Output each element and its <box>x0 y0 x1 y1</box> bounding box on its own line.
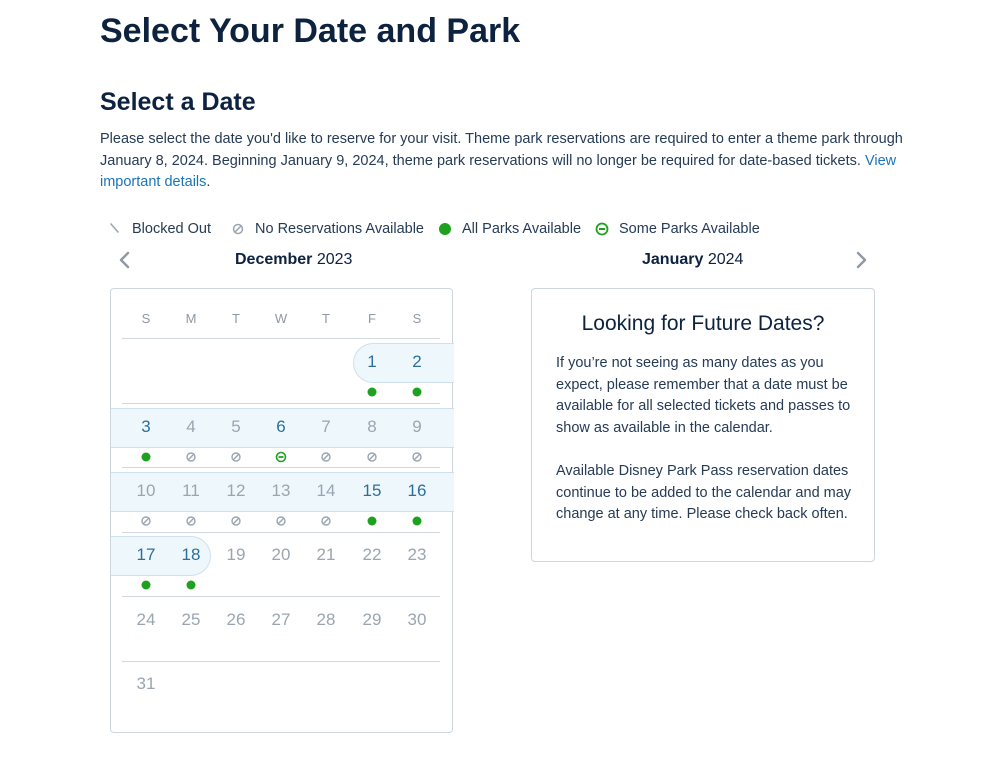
weekday-header: M <box>185 311 197 326</box>
circle-slash-icon <box>230 221 246 237</box>
week-divider <box>122 338 440 339</box>
circle-slash-icon <box>229 514 243 528</box>
calendar-day: 12 <box>226 481 246 500</box>
calendar-day: 23 <box>407 545 427 564</box>
left-month-name: December <box>235 251 313 268</box>
calendar-day: 4 <box>186 417 196 436</box>
future-dates-title: Looking for Future Dates? <box>581 312 825 335</box>
calendar-day: 25 <box>181 610 201 629</box>
calendar-day: 31 <box>136 674 156 693</box>
calendar-day: 8 <box>367 417 377 436</box>
intro-text <box>100 129 930 194</box>
circle-slash-icon <box>365 450 379 464</box>
future-dates-text-2: Available Disney Park Pass reservation dates continue to be added to the calendar and may change at any time. Please check back often. <box>556 463 852 522</box>
filled-green-dot-icon <box>139 578 153 592</box>
calendar-day: 13 <box>271 481 291 500</box>
circle-slash-icon <box>139 514 153 528</box>
filled-green-dot-icon <box>365 514 379 528</box>
circle-slash-icon <box>319 450 333 464</box>
chevron-right-icon[interactable] <box>851 250 871 270</box>
calendar-day[interactable]: 15 <box>362 481 382 500</box>
month-title-right <box>642 251 743 269</box>
calendar-day[interactable]: 3 <box>141 417 151 436</box>
calendar-day: 9 <box>412 417 422 436</box>
month-title-left <box>235 251 352 269</box>
intro-suffix: . <box>206 174 211 190</box>
calendar-day: 20 <box>271 545 291 564</box>
legend-some-parks <box>594 221 760 237</box>
calendar-day[interactable]: 2 <box>412 352 422 371</box>
calendar-day: 5 <box>231 417 241 436</box>
future-dates-text-1: If you’re not seeing as many dates as you expect, please remember that a date must be available for all selected tickets and passes to show as available in the calendar. <box>556 355 851 436</box>
legend-no-reservations <box>230 221 424 237</box>
left-month-year: 2023 <box>316 251 353 268</box>
calendar-day[interactable]: 1 <box>367 352 377 371</box>
calendar-day[interactable]: 6 <box>276 417 286 436</box>
filled-green-dot-icon <box>410 385 424 399</box>
right-month-name: January <box>642 251 704 268</box>
calendar-day: 7 <box>321 417 331 436</box>
calendar-day: 11 <box>182 481 200 500</box>
diagonal-slash-icon <box>107 221 123 237</box>
calendar-day: 29 <box>362 610 382 629</box>
calendar-day: 19 <box>226 545 246 564</box>
weekday-header: T <box>232 311 240 326</box>
filled-green-dot-icon <box>365 385 379 399</box>
filled-green-dot-icon <box>139 450 153 464</box>
week-divider <box>122 596 440 597</box>
filled-green-dot-icon <box>437 221 453 237</box>
legend-all-parks-label: All Parks Available <box>462 221 582 237</box>
calendar-day: 10 <box>136 481 156 500</box>
week-divider <box>122 403 440 404</box>
weekday-header: T <box>322 311 330 326</box>
filled-green-dot-icon <box>184 578 198 592</box>
calendar-day[interactable]: 18 <box>181 545 201 564</box>
circle-slash-icon <box>319 514 333 528</box>
view-details-link[interactable]: View important details <box>100 152 897 190</box>
calendar-day: 30 <box>407 610 427 629</box>
calendar-day: 28 <box>316 610 336 629</box>
intro-body: Please select the date you'd like to reserve for your visit. Theme park reservations are required to enter a theme park through January 8, 2024. Beginning January 9, 2024, theme park reservations will no longer be required for date-based tickets. <box>100 131 903 169</box>
week-divider <box>122 467 440 468</box>
chevron-left-icon[interactable] <box>115 250 135 270</box>
calendar-day: 27 <box>271 610 291 629</box>
circle-slash-icon <box>229 450 243 464</box>
legend-blocked <box>107 221 211 237</box>
weekday-header: F <box>368 311 376 326</box>
week-divider <box>122 661 440 662</box>
weekday-header: S <box>141 311 151 326</box>
calendar-day: 14 <box>316 481 336 500</box>
circle-slash-icon <box>274 514 288 528</box>
calendar-day: 22 <box>362 545 382 564</box>
legend-all-parks <box>437 221 581 237</box>
weekday-header: W <box>274 311 288 326</box>
calendar-day: 21 <box>316 545 336 564</box>
week-divider <box>122 532 440 533</box>
calendar-day[interactable]: 17 <box>136 545 156 564</box>
calendar-day: 24 <box>136 610 156 629</box>
half-filled-green-dot-icon <box>274 450 288 464</box>
page-title: Select Your Date and Park <box>100 12 521 50</box>
circle-slash-icon <box>184 450 198 464</box>
legend-no-reservations-label: No Reservations Available <box>255 221 424 237</box>
calendar-day: 26 <box>226 610 246 629</box>
circle-slash-icon <box>410 450 424 464</box>
filled-green-dot-icon <box>410 514 424 528</box>
section-title: Select a Date <box>100 88 256 116</box>
right-month-year: 2024 <box>707 251 744 268</box>
calendar-day[interactable]: 16 <box>407 481 427 500</box>
circle-slash-icon <box>184 514 198 528</box>
half-filled-green-dot-icon <box>594 221 610 237</box>
legend-blocked-label: Blocked Out <box>132 221 211 237</box>
weekday-header: S <box>412 311 422 326</box>
legend-some-parks-label: Some Parks Available <box>619 221 760 237</box>
